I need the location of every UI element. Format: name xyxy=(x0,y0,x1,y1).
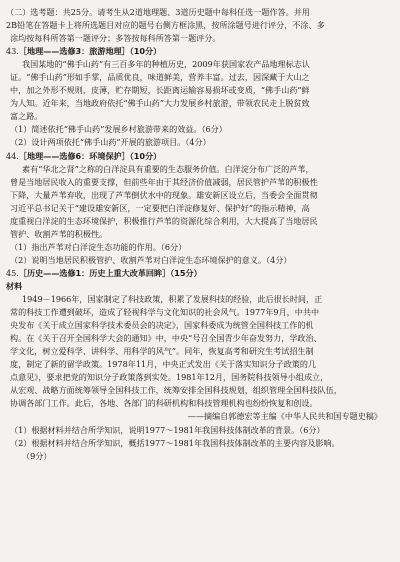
passage-line: 协调各部门工作。此后，各地、各部门的科研机构和科技管理机构也纷纷恢复和创设。 xyxy=(10,398,318,409)
material-label: 材料 xyxy=(6,280,23,291)
sub-question: （1）指出芦苇对白洋淀生态功能的作用。（6分） xyxy=(10,241,187,252)
instruction-line: 涂均按每科所答第一题评分；多答按每科所答第一题评分。 xyxy=(10,33,221,44)
sub-question-continuation: （9分） xyxy=(22,450,52,461)
passage-line: 下降，大量芦苇弃收，出现了芦苇倒伏水中的现象。雄安新区设立后，当委会全面贯彻 xyxy=(10,189,318,200)
passage-line: 常的科技工作遭到破坏，造成了轻视科学与文化知识的社会风气。1977年9月，中共中 xyxy=(10,307,320,318)
question-header xyxy=(6,150,392,163)
sub-question: （2）说明当地居民积极管护、收割芦苇对白洋淀生态环境保护的意义。（4分） xyxy=(10,254,292,265)
question-title: ［地理——选修6：环境保护］（10分） xyxy=(18,150,162,161)
question-44 xyxy=(6,150,392,267)
sub-question: （2）根据材料并结合所学知识，概括1977～1981年我国科技体制改革的主要内容及影响。 xyxy=(10,437,340,448)
passage-line: 曾是当地居民收入的重要支撑，但前些年由于其经济价值减弱，居民管护芦苇的积极性 xyxy=(10,176,318,187)
question-45 xyxy=(6,267,392,463)
sub-question: （1）根据材料并结合所学知识，说明1977～1981年我国科技体制改革的背景。（6分） xyxy=(10,424,325,435)
question-header xyxy=(6,267,392,280)
question-title: ［历史——选修1：历史上重大改革回眸］（15分） xyxy=(18,267,202,278)
passage-line: 1949－1966年，国家制定了科技政策，积累了发展科技的经验，此后很长时间，正 xyxy=(22,294,323,305)
passage-line: 度，制定了新的留学政策。1978年11月，中央正式发出《关于落实知识分子政策的几 xyxy=(10,359,317,370)
passage-line: 从宏观、战略方面统筹领导全国科技工作，统筹安排全国科技规划，组织管理全国科技队伍， xyxy=(10,385,342,396)
question-number: 43. xyxy=(6,46,19,57)
question-43 xyxy=(6,45,392,149)
passage-line: 富之路。 xyxy=(10,111,43,122)
passage-line: 学文化，树立爱科学、讲科学、用科学的风气”。同年，恢复高考和研究生考试招生制 xyxy=(10,346,314,357)
instruction-line: （二）选考题：共25分。请考生从2道地理题、3道历史题中每科任选一题作答。并用 xyxy=(6,7,310,17)
passage-line: 央发布《关于成立国家科学技术委员会的决定》，国家科委成为统管全国科技工作的机 xyxy=(10,320,314,331)
passage-line: 素有“华北之肾”之称的白洋淀具有重要的生态服务价值。白洋淀分布广泛的芦苇， xyxy=(22,163,314,174)
passage-line: 习近平总书记关于“建设雄安新区，一定要把白洋淀修复好、保护好”的指示精神，高 xyxy=(10,202,310,213)
passage-line: 我国某地的“佛手山药”有三百多年的种植历史，2009年获国家农产品地理标志认 xyxy=(22,59,310,70)
passage-line: 构。在《关于召开全国科学大会的通知》中，中央“号召全国青少年奋发努力，学政治、 xyxy=(10,333,322,344)
sub-question: （1）简述依托“佛手山药”发展乡村旅游带来的效益。（6分） xyxy=(10,124,227,135)
passage-line: 度重视白洋淀的生态环境保护，积极推行芦苇的资源化综合利用，大大提高了当地居民 xyxy=(10,215,318,226)
passage-line: 证。“佛手山药”形如手掌，品质优良，味道鲜美，营养丰富。过去，因深藏于大山之 xyxy=(10,72,310,83)
sub-question: （2）设计两项依托“佛手山药”开展的旅游项目。（4分） xyxy=(10,137,211,148)
question-number: 45. xyxy=(6,267,19,278)
passage-line: 管护、收割芦苇的积极性。 xyxy=(10,228,108,239)
passage-line: 为人知。近年来，当地政府依托“佛手山药”大力发展乡村旅游，带领农民走上脱贫致 xyxy=(10,98,310,109)
section-instructions xyxy=(6,6,392,45)
passage-line: 中，加之外形不规则，皮薄，贮存期短，长距离运输容易损坏或变质，“佛手山药”鲜 xyxy=(10,85,310,96)
instruction-line: 2B铅笔在答题卡上将所选题目对应的题号右侧方框涂黑，按所涂题号进行评分，不涂、多 xyxy=(6,20,325,31)
question-number: 44. xyxy=(6,150,19,161)
question-header xyxy=(6,45,392,58)
passage-line: 点意见》，要求把党的知识分子政策落到实处。1981年12月，国务院科技领导小组成立， xyxy=(10,372,329,383)
material-source: ——摘编自郭德宏等主编《中华人民共和国专题史稿》 xyxy=(187,411,382,422)
question-title: ［地理——选修3：旅游地理］（10分） xyxy=(18,46,162,57)
